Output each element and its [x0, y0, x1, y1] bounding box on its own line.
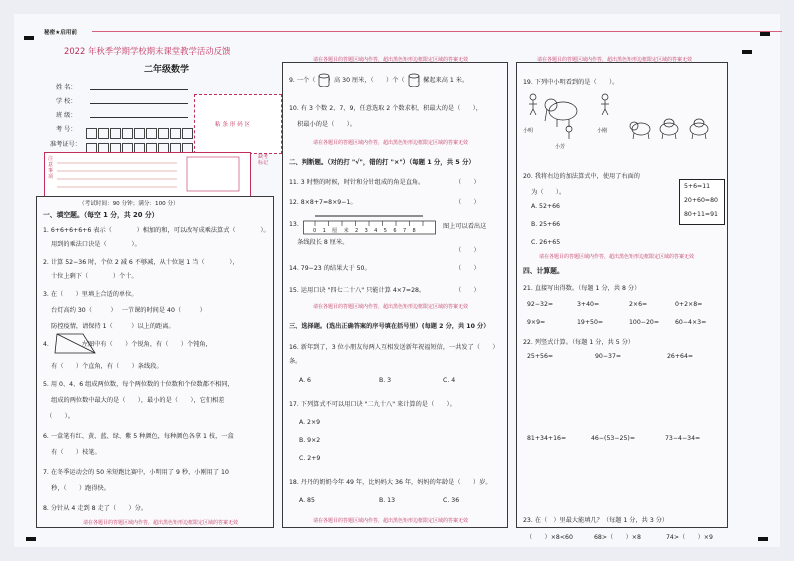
q20-option-c[interactable]: C. 26+65 — [531, 239, 561, 246]
c18-option-b[interactable]: B. 13 — [379, 497, 396, 504]
section-1-title: 一、填空题。（每空 1 分，共 20 分） — [43, 211, 159, 219]
q6-line2: 有（ ）枝笔。 — [43, 449, 101, 456]
column-3 — [516, 57, 728, 528]
name-label: 姓 名： — [56, 84, 77, 91]
column-2-top-warning: 请在各题目的答题区域内作答，超出黑色矩形边框限定区域的答案无效 — [313, 57, 469, 63]
j13-answer[interactable]: （ ） — [455, 247, 480, 254]
q20-line1: 20. 我将右边的加法算式中，使用了右面的 — [523, 173, 640, 180]
exam-number-label: 考 号： — [56, 126, 77, 133]
q21-item: 3+40= — [577, 301, 600, 308]
q1-line1: 1. 6+6+6+6+6 表示（ ）相加的和，可以改写成乘法算式（ ）。 — [43, 227, 270, 234]
c17-option-b[interactable]: B. 9×2 — [299, 437, 321, 444]
q22-item: 73−4−34= — [665, 435, 701, 442]
q19-figure — [523, 89, 723, 145]
c17-option-c[interactable]: C. 2+9 — [299, 455, 321, 462]
cup-icon — [317, 73, 331, 87]
q4-line2: 有（ ）个直角，有（ ）条线段。 — [43, 363, 163, 370]
column-1-warning: 请在各题目的答题区域内作答，超出黑色矩形边框限定区域的答案无效 — [83, 520, 239, 526]
q19: 19. 下列中小明看到的是（ ）。 — [523, 79, 619, 86]
j13-number: 13. — [289, 221, 299, 228]
column-2-warning-b: 请在各题目的答题区域内作答，超出黑色矩形边框限定区域的答案无效 — [313, 304, 469, 310]
section-2-title: 二、判断题。（对的打 "√"，错的打 "×"）（每题 1 分，共 5 分） — [289, 158, 475, 166]
q20-line2: 为（ ）。 — [523, 189, 566, 196]
q22-item: 25+56= — [527, 353, 554, 360]
exam-sheet — [14, 14, 780, 547]
q22-item: 81+34+16= — [527, 435, 567, 442]
header-rule — [92, 31, 782, 32]
q6-line1: 6. 一盒笔有红、黄、蓝、绿、紫 5 种颜色，每种颜色各拿 1 枝，一盒 — [43, 433, 234, 440]
q21-item: 92−32= — [527, 301, 554, 308]
c16: 16. 新年到了，3 位小朋友每两人互相发送新年祝福短信，一共发了（ ）条。 — [289, 344, 499, 365]
j14: 14. 79−23 的结果大于 50。 — [289, 265, 371, 272]
ruler-numbers: 01厘米2345678 — [313, 228, 423, 234]
column-2-warning-a: 请在各题目的答题区域内作答，超出黑色矩形边框限定区域的答案无效 — [313, 140, 469, 146]
c18: 18. 丹丹的奶奶今年 49 年，比妈妈大 36 年，妈妈的年龄是（ ）岁。 — [289, 479, 492, 486]
q19-label-xiaogang: 小刚 — [597, 128, 608, 134]
q23-item[interactable]: （ ）×8<60 — [526, 534, 573, 541]
q7-line2: 秒，（ ）跑得快。 — [43, 485, 110, 492]
c17-option-a[interactable]: A. 2×9 — [299, 419, 321, 426]
q2-line2: 十位上剩下（ ）个十。 — [51, 273, 138, 280]
q20-equation-box: 5+6=11 20+60=80 80+11=91 — [679, 179, 725, 225]
class-label: 班 级： — [56, 112, 77, 119]
column-2-warning-c: 请在各题目的答题区域内作答，超出黑色矩形边框限定区域的答案无效 — [313, 518, 469, 524]
q21-item: 100−20= — [629, 319, 660, 326]
c16-option-b[interactable]: B. 3 — [379, 377, 392, 384]
q3-line2: 台灯高约 30（ ） 一节课的时间是 40（ ） — [43, 307, 206, 314]
class-field[interactable] — [90, 117, 188, 118]
column-3-warning-a: 请在各题目的答题区域内作答，超出黑色矩形边框限定区域的答案无效 — [539, 254, 695, 260]
j14-answer[interactable]: （ ） — [455, 265, 480, 272]
q21-item: 0+2×8= — [675, 301, 703, 308]
q23-item[interactable]: 74>（ ）×9 — [666, 534, 713, 541]
c18-option-c[interactable]: C. 36 — [443, 497, 460, 504]
column-2 — [282, 57, 508, 528]
q5-line2: 组成的两位数中最大的是（ ），最小的是（ ），它们相差 — [43, 397, 225, 404]
c17: 17. 下列算式不可以用口诀 "二九十八" 来计算的是（ ）。 — [289, 401, 456, 408]
q21: 21. 直接写出得数。（每题 1 分，共 8 分） — [523, 285, 641, 292]
c16-option-c[interactable]: C. 4 — [443, 377, 456, 384]
q22: 22. 列竖式计算。（每题 1 分，共 5 分） — [523, 339, 635, 346]
j11: 11. 3 时整的时候，时针和分针组成的角是直角。 — [289, 179, 425, 186]
q19-label-xiaoming: 小明 — [523, 128, 534, 134]
q19-label-xiaofang: 小芳 — [555, 144, 566, 150]
q22-item: 26+64= — [667, 353, 694, 360]
q7-line1: 7. 在冬季运动会的 50 米短跑比赛中，小明用了 9 秒，小刚用了 10 — [43, 469, 229, 476]
column-1 — [36, 196, 274, 528]
registration-mark — [742, 50, 752, 54]
q3-line3: 防控疫情，请保持 1（ ）以上的距离。 — [43, 323, 175, 330]
exam-id-label: 准考证号： — [50, 141, 81, 148]
q9: 9. 一个（ ）高 30 厘米，（ ）个（ ）摞起来高 1 米。 — [289, 77, 469, 84]
q4-line1: 4. 左图中有（ ）个锐角，有（ ）个钝角， — [43, 341, 212, 348]
j13-line2: 条线段长 8 厘米。 — [289, 239, 349, 246]
school-label: 学 校： — [56, 98, 77, 105]
barcode-area: 粘 条 形 码 区 — [194, 94, 282, 154]
c16-option-a[interactable]: A. 6 — [299, 377, 311, 384]
j15-answer[interactable]: （ ） — [455, 287, 480, 294]
q23: 23. 在（ ）里最大能填几？（每题 1 分，共 3 分） — [523, 517, 669, 524]
registration-mark — [760, 32, 770, 36]
q10-line1: 10. 有 3 个数 2、7、9，任意选取 2 个数求积，积最大的是（ ）， — [289, 105, 482, 112]
q20-option-a[interactable]: A. 52+66 — [531, 203, 560, 210]
notes-box: 注意事项 — [44, 152, 251, 198]
registration-mark — [24, 36, 34, 40]
q5-line1: 5. 用 0、4、6 组成两位数，每个两位数的十位数和个位数都不相同， — [43, 381, 234, 388]
j15: 15. 运用口诀 "四七二十八" 只能计算 4×7=28。 — [289, 287, 426, 294]
q20-option-b[interactable]: B. 25+66 — [531, 221, 561, 228]
c18-option-a[interactable]: A. 85 — [299, 497, 315, 504]
q21-item: 60−4×3= — [675, 319, 707, 326]
j12: 12. 8×8+7=8×9−1。 — [289, 199, 357, 206]
secret-tag: 秘密★启用前 — [44, 30, 77, 36]
column-3-top-warning: 请在各题目的答题区域内作答，超出黑色矩形边框限定区域的答案无效 — [537, 57, 693, 63]
q23-item[interactable]: 68>（ ）×8 — [594, 534, 641, 541]
school-field[interactable] — [90, 103, 188, 104]
q22-item: 90−37= — [595, 353, 622, 360]
registration-mark — [758, 537, 768, 541]
exam-time: （考试时间：90 分钟；满分：100 分） — [79, 201, 179, 207]
q21-item: 19+50= — [577, 319, 604, 326]
exam-subject: 二年级数学 — [144, 65, 190, 75]
name-field[interactable] — [90, 89, 188, 90]
q10-line2: 积最小的是（ ）。 — [289, 121, 356, 128]
section-4-title: 四、计算题。 — [523, 267, 564, 275]
section-3-title: 三、选择题。(选出正确答案的序号填在括号里）(每题 2 分，共 10 分） — [289, 323, 490, 330]
q5-line3: （ ）。 — [43, 413, 74, 420]
cup-icon — [407, 73, 421, 87]
absent-mark-label: 缺考标记 — [258, 154, 269, 166]
registration-mark — [26, 537, 36, 541]
j11-answer[interactable]: （ ） — [455, 179, 480, 186]
q3-line1: 3. 在（ ）里填上合适的单位。 — [43, 291, 138, 298]
q22-item: 46−(53−25)= — [591, 435, 636, 442]
exam-title: 2022 年秋季学期学校期末课堂教学活动反馈 — [64, 46, 231, 56]
j12-answer[interactable]: （ ） — [455, 199, 480, 206]
j13-text: 图上可以看出这 — [443, 223, 487, 230]
q21-item: 9×9= — [527, 319, 546, 326]
q1-line2: 用到的乘法口诀是（ ）。 — [51, 241, 141, 248]
q2-line1: 2. 计算 52−36 时，个位 2 减 6 不够减，从十位退 1 当（ ）， — [43, 259, 239, 266]
q21-item: 2×6= — [629, 301, 648, 308]
notes-lines — [57, 155, 247, 195]
q8: 8. 分针从 4 走到 8 走了（ ）分。 — [43, 505, 148, 512]
